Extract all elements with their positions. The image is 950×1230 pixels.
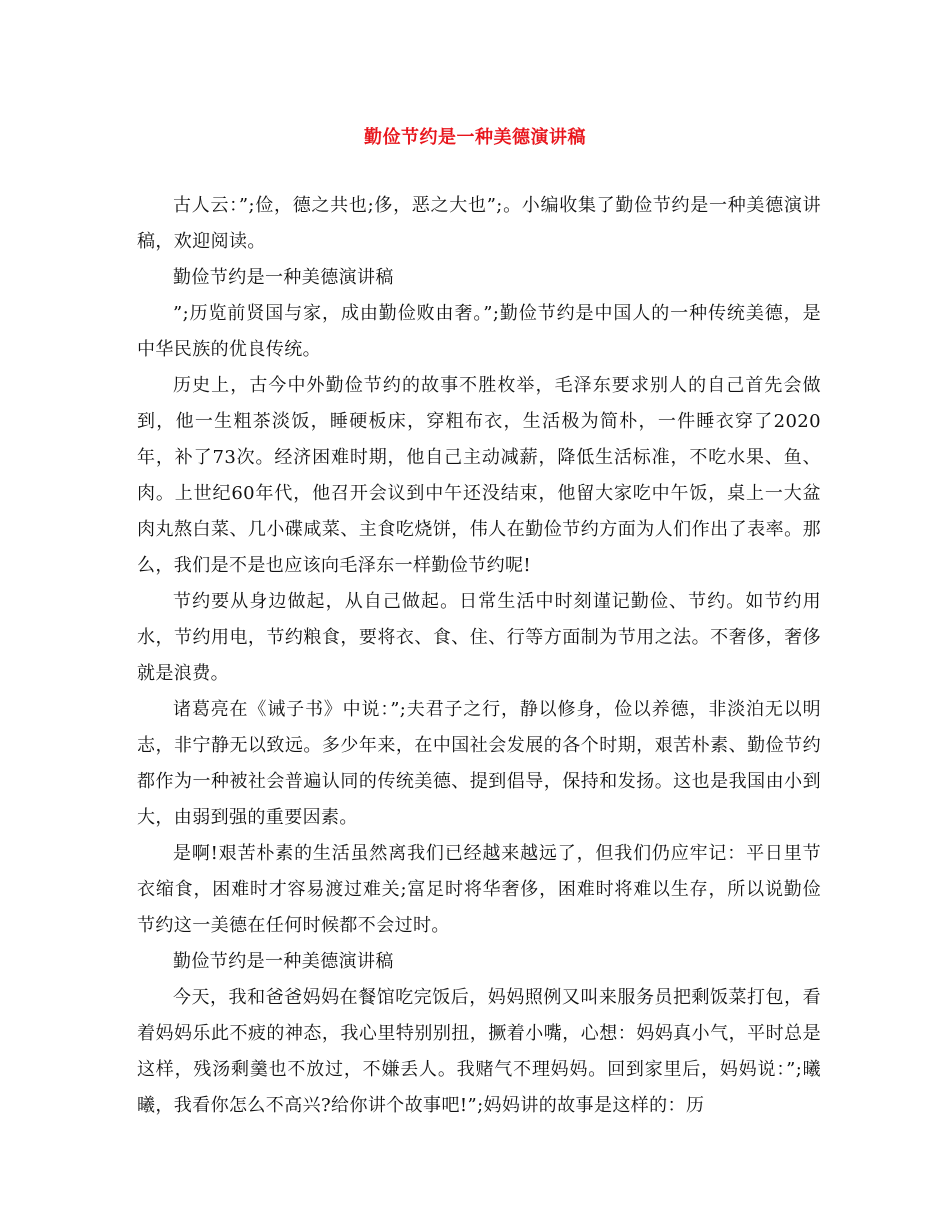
paragraph: ”;历览前贤国与家，成由勤俭败由奢。”;勤俭节约是中国人的一种传统美德，是中华民族的优良传统。 <box>137 303 821 360</box>
document-title: 勤俭节约是一种美德演讲稿 <box>364 127 586 148</box>
paragraph: 勤俭节约是一种美德演讲稿 <box>173 267 394 288</box>
paragraph: 古人云：”;俭，德之共也;侈，恶之大也”;。小编收集了勤俭节约是一种美德演讲稿，欢迎阅读。 <box>137 195 821 252</box>
paragraph: 是啊!艰苦朴素的生活虽然离我们已经越来越远了，但我们仍应牢记：平日里节衣缩食，困难时才容易渡过难关;富足时将华奢侈，困难时将难以生存，所以说勤俭节约这一美德在任何时候都不会过时。 <box>137 843 821 936</box>
document-body <box>137 188 821 1124</box>
paragraph: 诸葛亮在《诫子书》中说：”;夫君子之行，静以修身，俭以养德，非淡泊无以明志，非宁静无以致远。多少年来，在中国社会发展的各个时期，艰苦朴素、勤俭节约都作为一种被社会普遍认同的传统美德、提到倡导，保持和发扬。这也是我国由小到大，由弱到强的重要因素。 <box>137 699 821 828</box>
paragraph: 节约要从身边做起，从自己做起。日常生活中时刻谨记勤俭、节约。如节约用水，节约用电，节约粮食，要将衣、食、住、行等方面制为节用之法。不奢侈，奢侈就是浪费。 <box>137 591 821 684</box>
paragraph: 勤俭节约是一种美德演讲稿 <box>173 951 394 972</box>
paragraph: 今天，我和爸爸妈妈在餐馆吃完饭后，妈妈照例又叫来服务员把剩饭菜打包，看着妈妈乐此不疲的神态，我心里特别别扭，撅着小嘴，心想：妈妈真小气，平时总是这样，残汤剩羹也不放过，不嫌丢人。我赌气不理妈妈。回到家里后，妈妈说：”;曦曦，我看你怎么不高兴?给你讲个故事吧!”;妈妈讲的故事是这样的：历 <box>137 987 821 1116</box>
paragraph: 历史上，古今中外勤俭节约的故事不胜枚举，毛泽东要求别人的自己首先会做到，他一生粗茶淡饭，睡硬板床，穿粗布衣，生活极为简朴，一件睡衣穿了2020年，补了73次。经济困难时期，他自己主动减薪，降低生活标准，不吃水果、鱼、肉。上世纪60年代，他召开会议到中午还没结束，他留大家吃中午饭，桌上一大盆肉丸熬白菜、几小碟咸菜、主食吃烧饼，伟人在勤俭节约方面为人们作出了表率。那么，我们是不是也应该向毛泽东一样勤俭节约呢! <box>137 375 821 576</box>
